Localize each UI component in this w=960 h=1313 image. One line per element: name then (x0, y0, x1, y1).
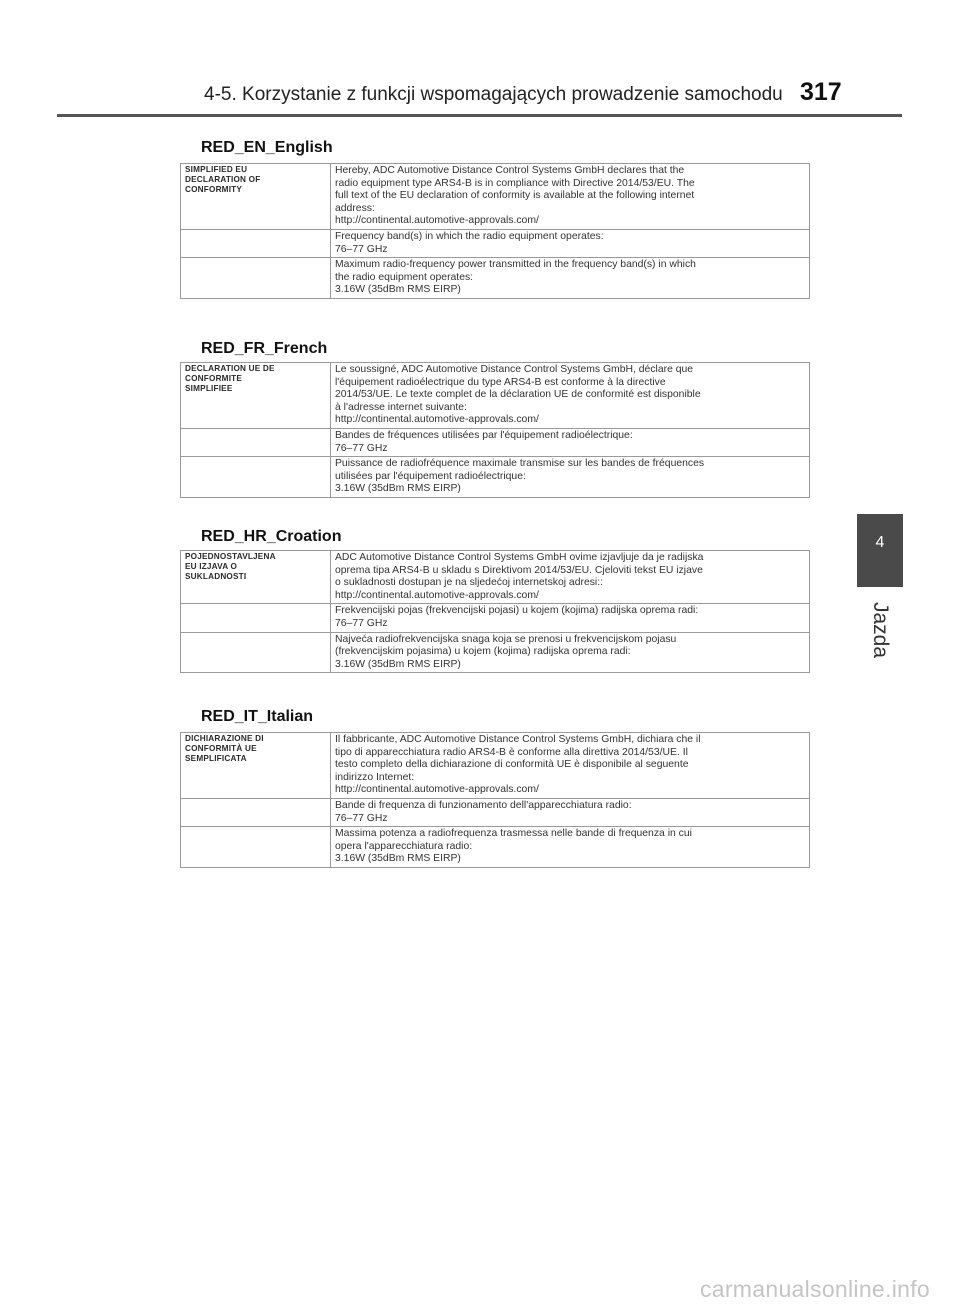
declaration-text-cell (331, 258, 810, 299)
declaration-text-line: Frequency band(s) in which the radio equipment operates: (335, 230, 604, 242)
declaration-text-line: http://continental.automotive-approvals.com/ (335, 215, 539, 227)
chapter-tab (857, 514, 903, 587)
declaration-label-cell (181, 457, 331, 498)
declaration-text-cell (331, 798, 810, 826)
declaration-label-cell (181, 258, 331, 299)
table-row (181, 457, 810, 498)
declaration-text-line: 2014/53/UE. Le texte complet de la déclaration UE de conformité est disponible (335, 389, 701, 401)
declaration-label: DECLARATION OF (185, 175, 261, 185)
chapter-label: Jazda (869, 601, 892, 659)
declaration-text-line: Maximum radio-frequency power transmitted in the frequency band(s) in which (335, 259, 696, 271)
declaration-text-line: radio equipment type ARS4-B is in compliance with Directive 2014/53/EU. The (335, 177, 695, 189)
section-title: RED_IT_Italian (201, 708, 314, 725)
declaration-text-line: 3.16W (35dBm RMS EIRP) (335, 284, 461, 296)
declaration-label: SUKLADNOSTI (185, 572, 247, 582)
declaration-text-line: Frekvencijski pojas (frekvencijski pojasi) u kojem (kojima) radijska oprema radi: (335, 605, 699, 617)
table-row (181, 827, 810, 868)
declaration-text-cell (331, 733, 810, 799)
table-row (181, 733, 810, 799)
declaration-label: EU IZJAVA O (185, 562, 238, 572)
declaration-label-cell (181, 428, 331, 456)
table-row (181, 164, 810, 230)
declaration-text-line: ADC Automotive Distance Control Systems GmbH ovime izjavljuje da je radijska (335, 552, 704, 563)
chapter-number: 4 (875, 534, 885, 551)
page-header (0, 0, 960, 118)
declaration-label: SIMPLIFIEE (185, 384, 233, 394)
declaration-text-line: full text of the EU declaration of conformity is available at the following internet (335, 190, 695, 202)
declaration-label-cell (181, 604, 331, 632)
declaration-text-line: à l'adresse internet suivante: (335, 401, 467, 413)
declaration-text-line: 76–77 GHz (335, 812, 388, 824)
declaration-text-line: opera l'apparecchiatura radio: (335, 840, 473, 852)
declaration-label: DECLARATION UE DE (185, 364, 275, 373)
declaration-text-cell (331, 229, 810, 257)
declaration-label-cell (181, 551, 331, 604)
declaration-text-cell (331, 164, 810, 230)
table-row (181, 798, 810, 826)
declaration-text-line: 76–77 GHz (335, 617, 388, 629)
declaration-text-line: o sukladnosti dostupan je na sljedećoj internetskoj adresi:: (335, 577, 604, 589)
declaration-text-line: http://continental.automotive-approvals.com/ (335, 589, 539, 601)
declaration-label: POJEDNOSTAVLJENA (185, 552, 276, 561)
declaration-text-line: Puissance de radiofréquence maximale transmise sur les bandes de fréquences (335, 458, 705, 470)
declaration-text-line: Bandes de fréquences utilisées par l'équipement radioélectrique: (335, 429, 633, 441)
declaration-label-cell (181, 363, 331, 429)
table-row (181, 551, 810, 604)
declaration-text-line: l'équipement radioélectrique du type ARS4-B est conforme à la directive (335, 376, 666, 388)
declaration-text-line: 76–77 GHz (335, 442, 388, 454)
declaration-text-line: indirizzo Internet: (335, 771, 415, 783)
declaration-text-line: oprema tipa ARS4-B u skladu s Direktivom 2014/53/EU. Cjeloviti tekst EU izjave (335, 564, 703, 576)
table-row (181, 428, 810, 456)
declaration-label: DICHIARAZIONE DI (185, 734, 264, 743)
page-title: 4-5. Korzystanie z funkcji wspomagających prowadzenie samochodu (204, 84, 783, 105)
declaration-label-cell (181, 733, 331, 799)
declaration-table (180, 163, 810, 299)
declaration-text-line: http://continental.automotive-approvals.com/ (335, 784, 539, 796)
declaration-text-line: Hereby, ADC Automotive Distance Control Systems GmbH declares that the (335, 165, 685, 176)
declaration-label: CONFORMITE (185, 374, 243, 384)
section-title: RED_HR_Croation (201, 528, 342, 545)
declaration-text-line: Le soussigné, ADC Automotive Distance Control Systems GmbH, déclare que (335, 364, 694, 375)
declaration-table (180, 550, 810, 673)
declaration-label-cell (181, 798, 331, 826)
declaration-text-cell (331, 428, 810, 456)
table-row (181, 632, 810, 673)
declaration-text-line: testo completo della dichiarazione di conformità UE è disponibile al seguente (335, 759, 689, 771)
declaration-label-cell (181, 632, 331, 673)
watermark: carmanualsonline.info (699, 1276, 930, 1302)
declaration-label-cell (181, 164, 331, 230)
declaration-label-cell (181, 229, 331, 257)
declaration-label: SEMPLIFICATA (185, 754, 247, 764)
declaration-text-cell (331, 551, 810, 604)
declaration-text-line: (frekvencijskim pojasima) u kojem (kojima) radijska oprema radi: (335, 646, 631, 658)
declaration-text-line: utilisées par l'équipement radioélectrique: (335, 470, 526, 482)
declaration-text-line: Massima potenza a radiofrequenza trasmessa nelle bande di frequenza in cui (335, 828, 692, 840)
declaration-label: CONFORMITY (185, 185, 243, 195)
declaration-label: CONFORMITÀ UE (185, 744, 257, 754)
table-row (181, 258, 810, 299)
declaration-text-line: http://continental.automotive-approvals.com/ (335, 414, 539, 426)
declaration-text-cell (331, 457, 810, 498)
declaration-label-cell (181, 827, 331, 868)
table-row (181, 604, 810, 632)
declaration-table (180, 362, 810, 498)
declaration-text-line: 3.16W (35dBm RMS EIRP) (335, 483, 461, 495)
header-divider (57, 114, 902, 117)
declaration-text-line: 3.16W (35dBm RMS EIRP) (335, 853, 461, 865)
declaration-text-line: tipo di apparecchiatura radio ARS4-B è conforme alla direttiva 2014/53/UE. Il (335, 746, 688, 758)
declaration-text-line: address: (335, 202, 375, 214)
declaration-text-line: 76–77 GHz (335, 243, 388, 255)
declaration-text-line: Najveća radiofrekvencijska snaga koja se prenosi u frekvencijskom pojasu (335, 633, 677, 645)
declaration-text-cell (331, 827, 810, 868)
declaration-table (180, 732, 810, 868)
declaration-text-line: 3.16W (35dBm RMS EIRP) (335, 658, 461, 670)
declaration-text-line: the radio equipment operates: (335, 271, 474, 283)
table-row (181, 229, 810, 257)
section-title: RED_FR_French (201, 340, 328, 357)
declaration-text-line: Il fabbricante, ADC Automotive Distance Control Systems GmbH, dichiara che il (335, 734, 701, 745)
table-row (181, 363, 810, 429)
declaration-text-cell (331, 363, 810, 429)
page-number: 317 (800, 78, 842, 106)
declaration-text-line: Bande di frequenza di funzionamento dell'apparecchiatura radio: (335, 799, 632, 811)
section-title: RED_EN_English (201, 139, 333, 156)
declaration-text-cell (331, 632, 810, 673)
declaration-label: SIMPLIFIED EU (185, 165, 248, 174)
declaration-text-cell (331, 604, 810, 632)
